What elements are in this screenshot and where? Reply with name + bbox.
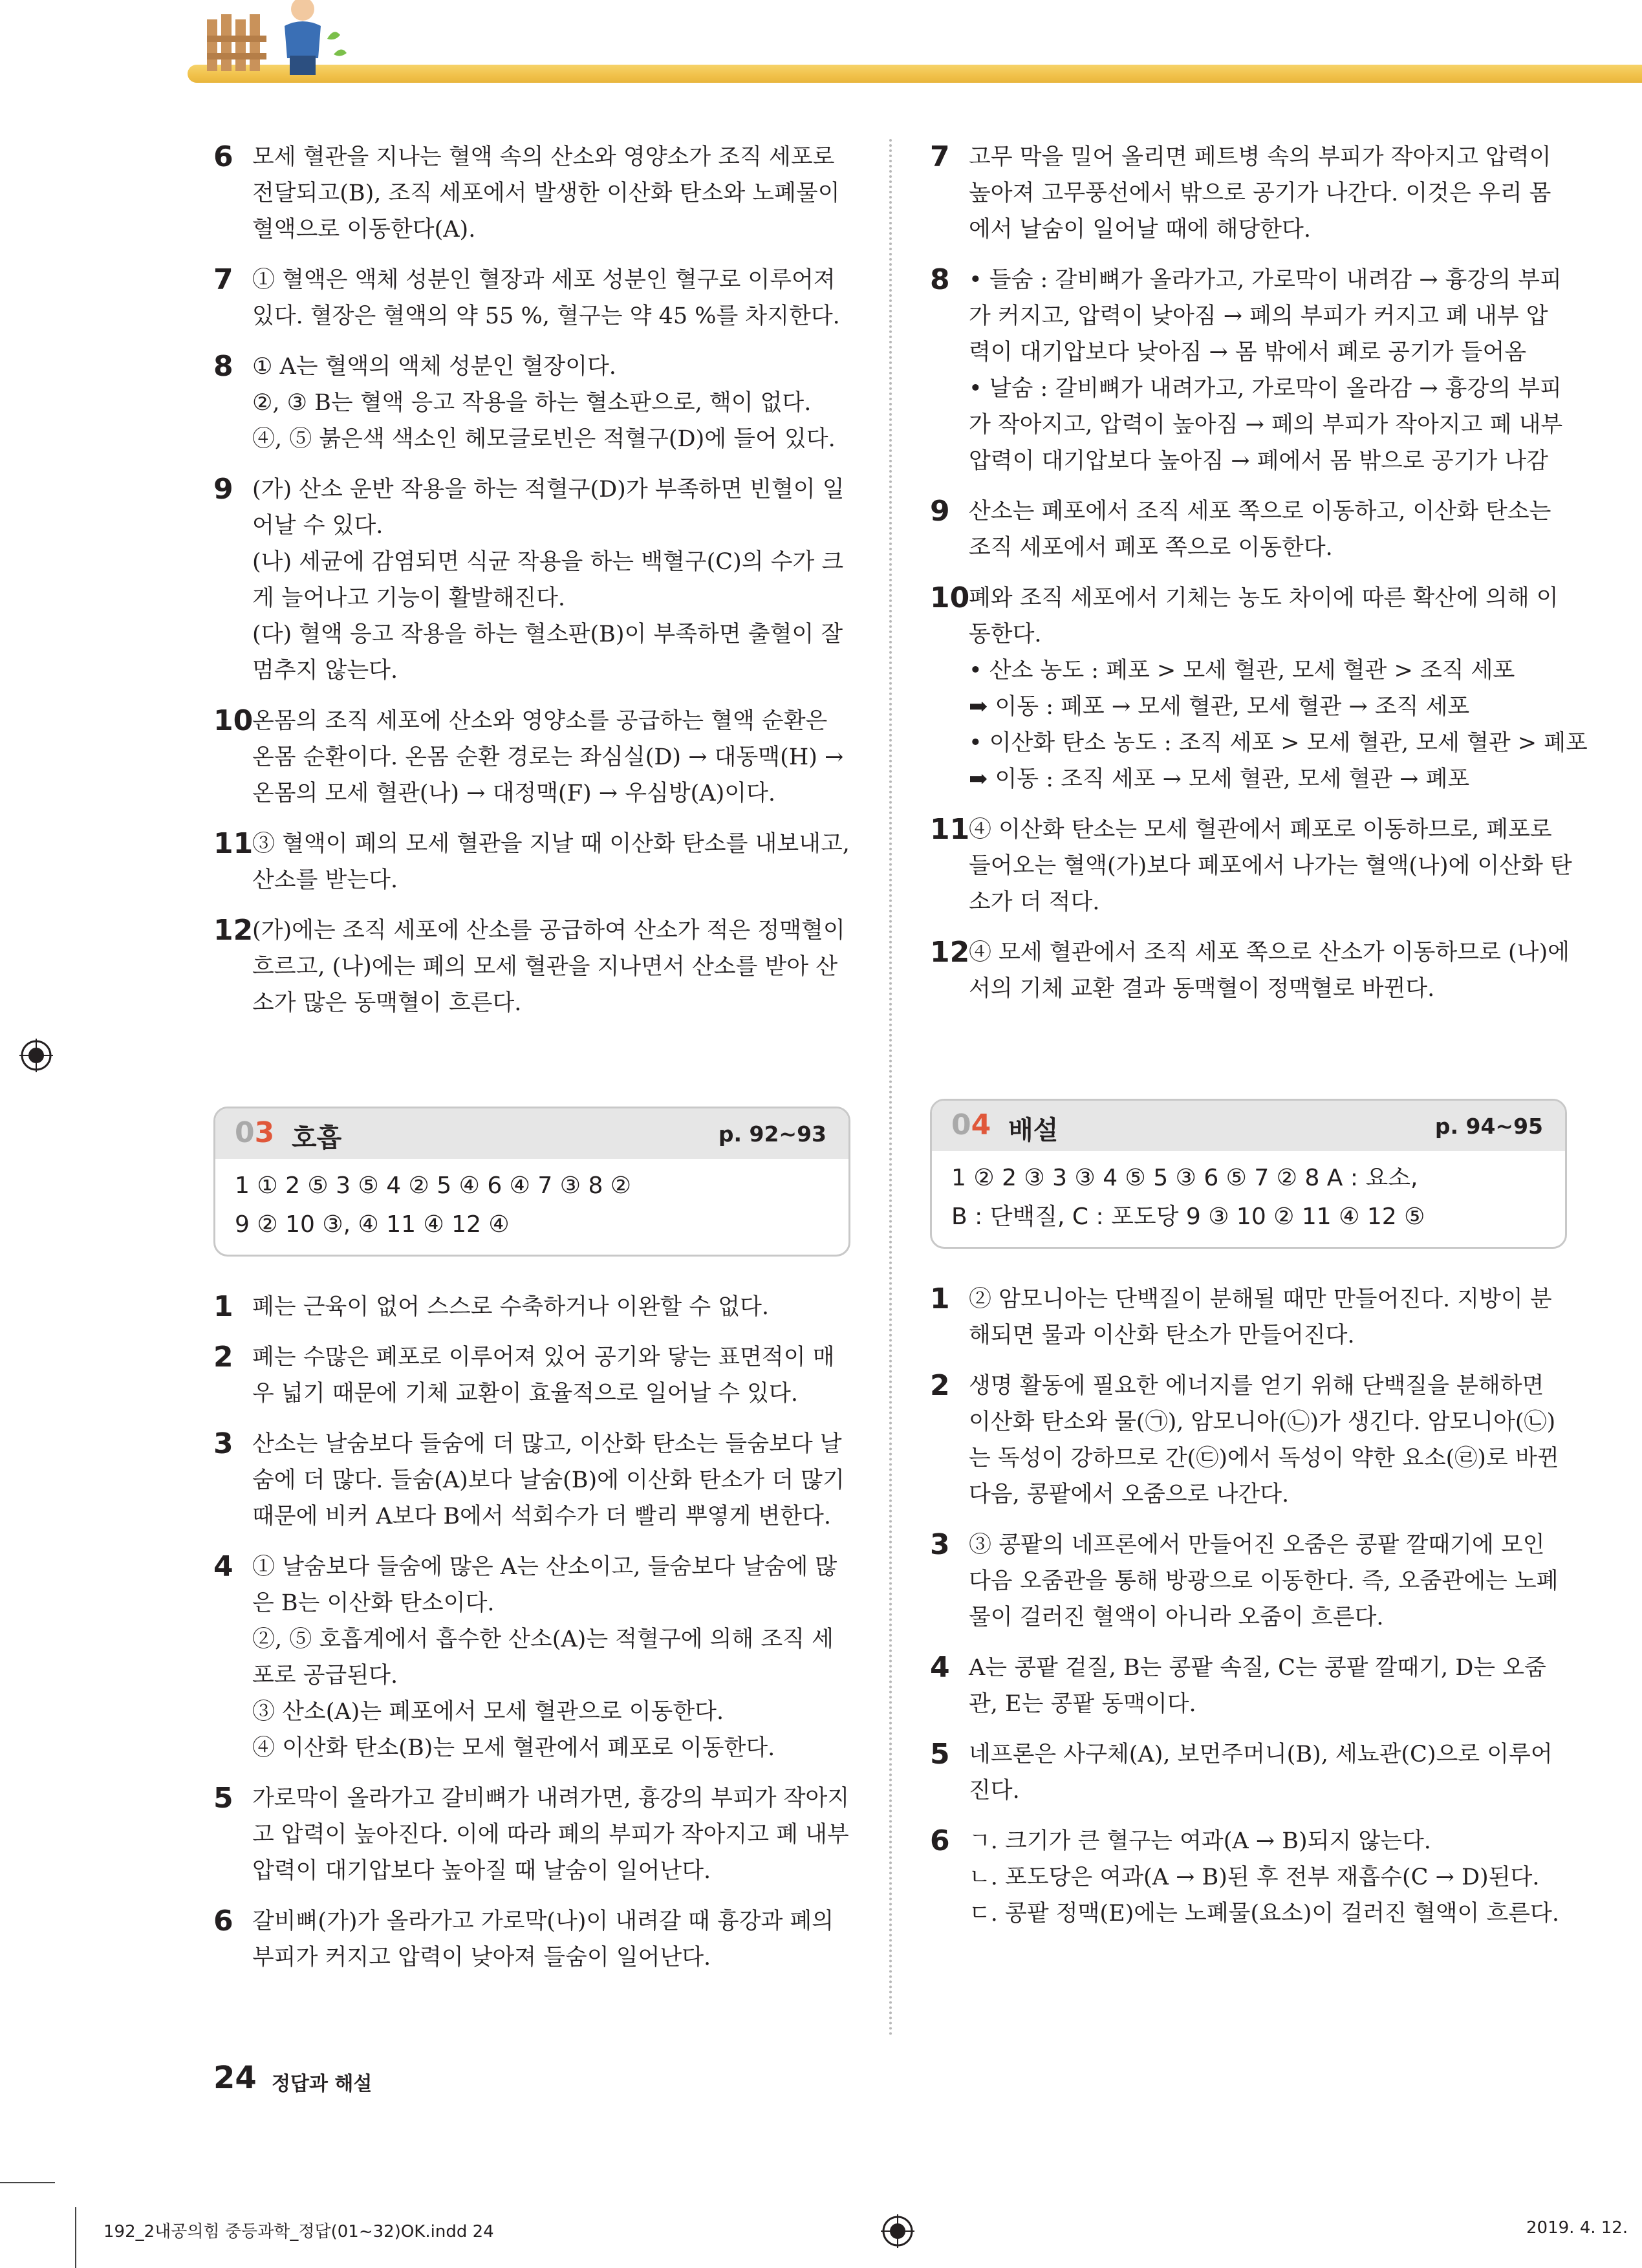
explanation-line: 서의 기체 교환 결과 동맥혈이 정맥혈로 바뀐다. — [969, 976, 1435, 1002]
explanation-line: ④ 이산화 탄소는 모세 혈관에서 폐포로 이동하므로, 폐포로 — [969, 817, 1552, 843]
answer-key-row: 1 ② 2 ③ 3 ③ 4 ⑤ 5 ③ 6 ⑤ 7 ② 8 A : 요소, — [951, 1165, 1418, 1191]
right-answers-excretion — [930, 1281, 1567, 1932]
explanation-line: 숨에 더 많다. 들숨(A)보다 날숨(B)에 이산화 탄소가 더 많기 — [252, 1467, 845, 1493]
slug-date: 2019. 4. 12. — [1526, 2218, 1628, 2238]
explanation-line: 갈비뼈(가)가 올라가고 가로막(나)이 내려갈 때 흉강과 폐의 — [252, 1908, 834, 1934]
explanation-line: 압력이 대기압보다 높아짐 → 폐에서 몸 밖으로 공기가 나감 — [969, 448, 1548, 474]
explanation-line: 모세 혈관을 지나는 혈액 속의 산소와 영양소가 조직 세포로 — [252, 144, 835, 170]
explanation-line: 가 작아지고, 압력이 높아짐 → 폐의 부피가 작아지고 폐 내부 — [969, 412, 1563, 438]
answer-item — [213, 1339, 850, 1412]
explanation-line: 다음 오줌관을 통해 방광으로 이동한다. 즉, 오줌관에는 노폐 — [969, 1568, 1559, 1594]
explanation-line: 혈액으로 이동한다(A). — [252, 217, 476, 243]
section-header — [215, 1108, 848, 1159]
answer-item — [930, 493, 1567, 566]
section-title: 호흡 — [292, 1123, 342, 1153]
right-answers-respiration — [930, 139, 1588, 1007]
explanation-line: 산소는 날숨보다 들숨에 더 많고, 이산화 탄소는 들숨보다 날 — [252, 1431, 842, 1457]
answer-item — [213, 1289, 850, 1325]
explanation-line: 은 B는 이산화 탄소이다. — [252, 1590, 495, 1616]
explanation-line: 가로막이 올라가고 갈비뼈가 내려가면, 흉강의 부피가 작아지 — [252, 1786, 850, 1811]
registration-mark-icon — [19, 1039, 53, 1072]
explanation-line: ① A는 혈액의 액체 성분인 혈장이다. — [252, 354, 616, 380]
explanation-line: 동한다. — [969, 621, 1042, 647]
answer-item — [213, 703, 850, 812]
explanation-line: ③ 콩팥의 네프론에서 만들어진 오줌은 콩팥 깔때기에 모인 — [969, 1532, 1545, 1558]
question-number: 2 — [930, 1369, 950, 1402]
question-number: 3 — [930, 1528, 950, 1561]
explanation-line: 멈추지 않는다. — [252, 658, 398, 684]
fence-gardener-illustration — [207, 0, 349, 78]
explanation-line: • 이산화 탄소 농도 : 조직 세포 > 모세 혈관, 모세 혈관 > 폐포 — [969, 730, 1588, 756]
header-band — [188, 65, 1642, 83]
answer-item — [930, 934, 1570, 1007]
section-number: 03 — [235, 1116, 275, 1149]
explanation-line: 온몸 순환이다. 온몸 순환 경로는 좌심실(D) → 대동맥(H) → — [252, 744, 844, 770]
explanation-line: 관, E는 콩팥 동맥이다. — [969, 1691, 1196, 1717]
question-number: 9 — [213, 473, 233, 506]
answer-item — [930, 1650, 1567, 1722]
explanation-line: (가)에는 조직 세포에 산소를 공급하여 산소가 적은 정맥혈이 — [252, 918, 845, 944]
answer-item — [213, 1549, 850, 1766]
explanation-line: 산소는 폐포에서 조직 세포 쪽으로 이동하고, 이산화 탄소는 — [969, 499, 1551, 524]
answer-item — [213, 349, 850, 457]
explanation-line: ③ 산소(A)는 폐포에서 모세 혈관으로 이동한다. — [252, 1699, 724, 1725]
question-number: 4 — [213, 1550, 233, 1583]
explanation-line: (가) 산소 운반 작용을 하는 적혈구(D)가 부족하면 빈혈이 일 — [252, 477, 845, 502]
question-number: 5 — [213, 1782, 233, 1815]
answer-item — [930, 1527, 1567, 1636]
answer-item — [930, 1736, 1567, 1809]
explanation-line: ②, ⑤ 호흡계에서 흡수한 산소(A)는 적혈구에 의해 조직 세 — [252, 1626, 834, 1652]
explanation-line: 부피가 커지고 압력이 낮아져 들숨이 일어난다. — [252, 1945, 711, 1971]
crop-mark — [0, 2182, 55, 2183]
answer-item — [213, 913, 850, 1021]
explanation-line: 소가 더 적다. — [969, 889, 1100, 915]
question-number: 10 — [930, 581, 970, 614]
explanation-line: 어날 수 있다. — [252, 513, 383, 539]
explanation-line: 진다. — [969, 1778, 1020, 1804]
question-number: 12 — [930, 936, 970, 969]
question-number: 2 — [213, 1341, 233, 1374]
question-number: 11 — [213, 827, 254, 860]
answer-item — [930, 139, 1567, 248]
question-number: 9 — [930, 495, 950, 528]
explanation-line: 폐는 근육이 없어 스스로 수축하거나 이완할 수 없다. — [252, 1294, 770, 1320]
question-number: 12 — [213, 914, 254, 947]
left-column — [213, 139, 850, 1990]
explanation-line: 는 독성이 강하므로 간(㉢)에서 독성이 약한 요소(㉣)로 바뀐 — [969, 1445, 1559, 1471]
explanation-line: ➡ 이동 : 조직 세포 → 모세 혈관, 모세 혈관 → 폐포 — [969, 766, 1470, 792]
column-divider — [889, 139, 892, 2037]
answer-item — [930, 1823, 1567, 1932]
explanation-line: ④ 모세 혈관에서 조직 세포 쪽으로 산소가 이동하므로 (나)에 — [969, 940, 1570, 966]
explanation-line: 높아져 고무풍선에서 밖으로 공기가 나간다. 이것은 우리 몸 — [969, 180, 1551, 206]
section-box-excretion — [930, 1099, 1567, 1249]
answer-item — [213, 1780, 850, 1889]
explanation-line: 폐는 수많은 폐포로 이루어져 있어 공기와 닿는 표면적이 매 — [252, 1345, 835, 1370]
section-number: 04 — [951, 1108, 991, 1141]
explanation-line: 력이 대기압보다 낮아짐 → 몸 밖에서 폐로 공기가 들어옴 — [969, 340, 1527, 365]
left-answers-respiration — [213, 1289, 850, 1976]
explanation-line: (나) 세균에 감염되면 식균 작용을 하는 백혈구(C)의 수가 크 — [252, 549, 844, 575]
slug-filename: 192_2내공의힘 중등과학_정답(01~32)OK.indd 24 — [103, 2222, 494, 2241]
answer-item — [930, 812, 1572, 920]
explanation-line: 네프론은 사구체(A), 보먼주머니(B), 세뇨관(C)으로 이루어 — [969, 1742, 1553, 1767]
explanation-line: 들어오는 혈액(가)보다 폐포에서 나가는 혈액(나)에 이산화 탄 — [969, 853, 1572, 879]
question-number: 3 — [213, 1427, 233, 1460]
explanation-line: 이산화 탄소와 물(㉠), 암모니아(㉡)가 생긴다. 암모니아(㉡) — [969, 1409, 1556, 1435]
answer-item — [930, 1368, 1567, 1513]
explanation-line: 포로 공급된다. — [252, 1663, 398, 1689]
explanation-line: 소가 많은 동맥혈이 흐른다. — [252, 990, 522, 1016]
question-number: 8 — [213, 350, 233, 383]
explanation-line: • 산소 농도 : 폐포 > 모세 혈관, 모세 혈관 > 조직 세포 — [969, 658, 1515, 684]
registration-mark-icon — [881, 2214, 914, 2248]
section-pages: p. 94~95 — [1434, 1114, 1543, 1139]
answer-item — [213, 1426, 850, 1535]
explanation-line: 흐르고, (나)에는 폐의 모세 혈관을 지나면서 산소를 받아 산 — [252, 954, 838, 980]
question-number: 1 — [930, 1282, 950, 1315]
explanation-line: ②, ③ B는 혈액 응고 작용을 하는 혈소판으로, 핵이 없다. — [252, 390, 812, 416]
explanation-line: ② 암모니아는 단백질이 분해될 때만 만들어진다. 지방이 분 — [969, 1286, 1552, 1312]
answer-key-row: 1 ① 2 ⑤ 3 ⑤ 4 ② 5 ④ 6 ④ 7 ③ 8 ② — [235, 1172, 632, 1199]
explanation-line: ㄱ. 크기가 큰 혈구는 여과(A → B)되지 않는다. — [969, 1828, 1431, 1854]
explanation-line: ① 날숨보다 들숨에 많은 A는 산소이고, 들숨보다 날숨에 많 — [252, 1554, 837, 1580]
question-number: 1 — [213, 1290, 233, 1323]
explanation-line: ➡ 이동 : 폐포 → 모세 혈관, 모세 혈관 → 조직 세포 — [969, 694, 1470, 720]
explanation-line: • 날숨 : 갈비뼈가 내려가고, 가로막이 올라감 → 흉강의 부피 — [969, 376, 1562, 402]
answer-key-row: 9 ② 10 ③, ④ 11 ④ 12 ④ — [235, 1211, 510, 1238]
question-number: 6 — [213, 1905, 233, 1938]
explanation-line: ㄷ. 콩팥 정맥(E)에는 노폐물(요소)이 걸러진 혈액이 흐른다. — [969, 1901, 1559, 1927]
answer-item — [213, 826, 850, 898]
explanation-line: 폐와 조직 세포에서 기체는 농도 차이에 따른 확산에 의해 이 — [969, 585, 1559, 611]
explanation-line: 고 압력이 높아진다. 이에 따라 폐의 부피가 작아지고 폐 내부 — [252, 1822, 849, 1848]
explanation-line: ③ 혈액이 폐의 모세 혈관을 지날 때 이산화 탄소를 내보내고, — [252, 831, 850, 857]
question-number: 4 — [930, 1651, 950, 1684]
answer-item — [213, 1903, 850, 1976]
explanation-line: 압력이 대기압보다 높아질 때 날숨이 일어난다. — [252, 1858, 711, 1884]
explanation-line: ④ 이산화 탄소(B)는 모세 혈관에서 폐포로 이동한다. — [252, 1735, 775, 1761]
right-column — [930, 139, 1588, 1946]
answer-item — [930, 580, 1588, 797]
section-header — [932, 1101, 1565, 1151]
answer-key — [215, 1159, 848, 1255]
explanation-line: 있다. 혈장은 혈액의 약 55 %, 혈구는 약 45 %를 차지한다. — [252, 303, 840, 329]
explanation-line: ① 혈액은 액체 성분인 혈장과 세포 성분인 혈구로 이루어져 — [252, 267, 836, 293]
answer-item — [213, 139, 850, 248]
explanation-line: 우 넓기 때문에 기체 교환이 효율적으로 일어날 수 있다. — [252, 1381, 798, 1407]
question-number: 6 — [213, 140, 233, 173]
explanation-line: 전달되고(B), 조직 세포에서 발생한 이산화 탄소와 노폐물이 — [252, 180, 840, 206]
question-number: 11 — [930, 813, 970, 846]
explanation-line: 때문에 비커 A보다 B에서 석회수가 더 빨리 뿌옇게 변한다. — [252, 1504, 831, 1529]
answer-key-row: B : 단백질, C : 포도당 9 ③ 10 ② 11 ④ 12 ⑤ — [951, 1204, 1425, 1230]
explanation-line: 생명 활동에 필요한 에너지를 얻기 위해 단백질을 분해하면 — [969, 1373, 1544, 1399]
question-number: 6 — [930, 1824, 950, 1857]
question-number: 10 — [213, 704, 254, 737]
explanation-line: 게 늘어나고 기능이 활발해진다. — [252, 585, 566, 611]
question-number: 7 — [213, 263, 233, 296]
explanation-line: • 들숨 : 갈비뼈가 올라가고, 가로막이 내려감 → 흉강의 부피 — [969, 267, 1562, 293]
section-title: 배설 — [1008, 1116, 1059, 1145]
page-number: 24 — [213, 2060, 257, 2096]
answer-item — [213, 262, 850, 334]
question-number: 7 — [930, 140, 950, 173]
section-box-respiration — [213, 1107, 850, 1257]
explanation-line: 조직 세포에서 폐포 쪽으로 이동한다. — [969, 535, 1333, 561]
explanation-line: 온몸의 모세 혈관(나) → 대정맥(F) → 우심방(A)이다. — [252, 781, 775, 806]
question-number: 5 — [930, 1738, 950, 1771]
answer-item — [930, 262, 1567, 479]
answer-item — [213, 471, 850, 689]
explanation-line: (다) 혈액 응고 작용을 하는 혈소판(B)이 부족하면 출혈이 잘 — [252, 621, 843, 647]
crop-mark — [75, 2207, 76, 2268]
explanation-line: 해되면 물과 이산화 탄소가 만들어진다. — [969, 1323, 1355, 1348]
explanation-line: 가 커지고, 압력이 낮아짐 → 폐의 부피가 커지고 폐 내부 압 — [969, 303, 1548, 329]
explanation-line: 다음, 콩팥에서 오줌으로 나간다. — [969, 1482, 1290, 1507]
explanation-line: 물이 걸러진 혈액이 아니라 오줌이 흐른다. — [969, 1604, 1384, 1630]
explanation-line: A는 콩팥 겉질, B는 콩팥 속질, C는 콩팥 깔때기, D는 오줌 — [969, 1655, 1546, 1681]
answer-key — [932, 1151, 1565, 1247]
left-answers-circulation — [213, 139, 850, 1021]
explanation-line: 산소를 받는다. — [252, 867, 398, 893]
footer-label: 정답과 해설 — [272, 2073, 373, 2095]
explanation-line: ㄴ. 포도당은 여과(A → B)된 후 전부 재흡수(C → D)된다. — [969, 1864, 1540, 1890]
explanation-line: 고무 막을 밀어 올리면 페트병 속의 부피가 작아지고 압력이 — [969, 144, 1551, 170]
explanation-line: 에서 날숨이 일어날 때에 해당한다. — [969, 217, 1311, 243]
answer-item — [930, 1281, 1567, 1354]
explanation-line: ④, ⑤ 붉은색 색소인 헤모글로빈은 적혈구(D)에 들어 있다. — [252, 426, 836, 452]
section-pages: p. 92~93 — [718, 1121, 826, 1147]
explanation-line: 온몸의 조직 세포에 산소와 영양소를 공급하는 혈액 순환은 — [252, 708, 828, 734]
question-number: 8 — [930, 263, 950, 296]
